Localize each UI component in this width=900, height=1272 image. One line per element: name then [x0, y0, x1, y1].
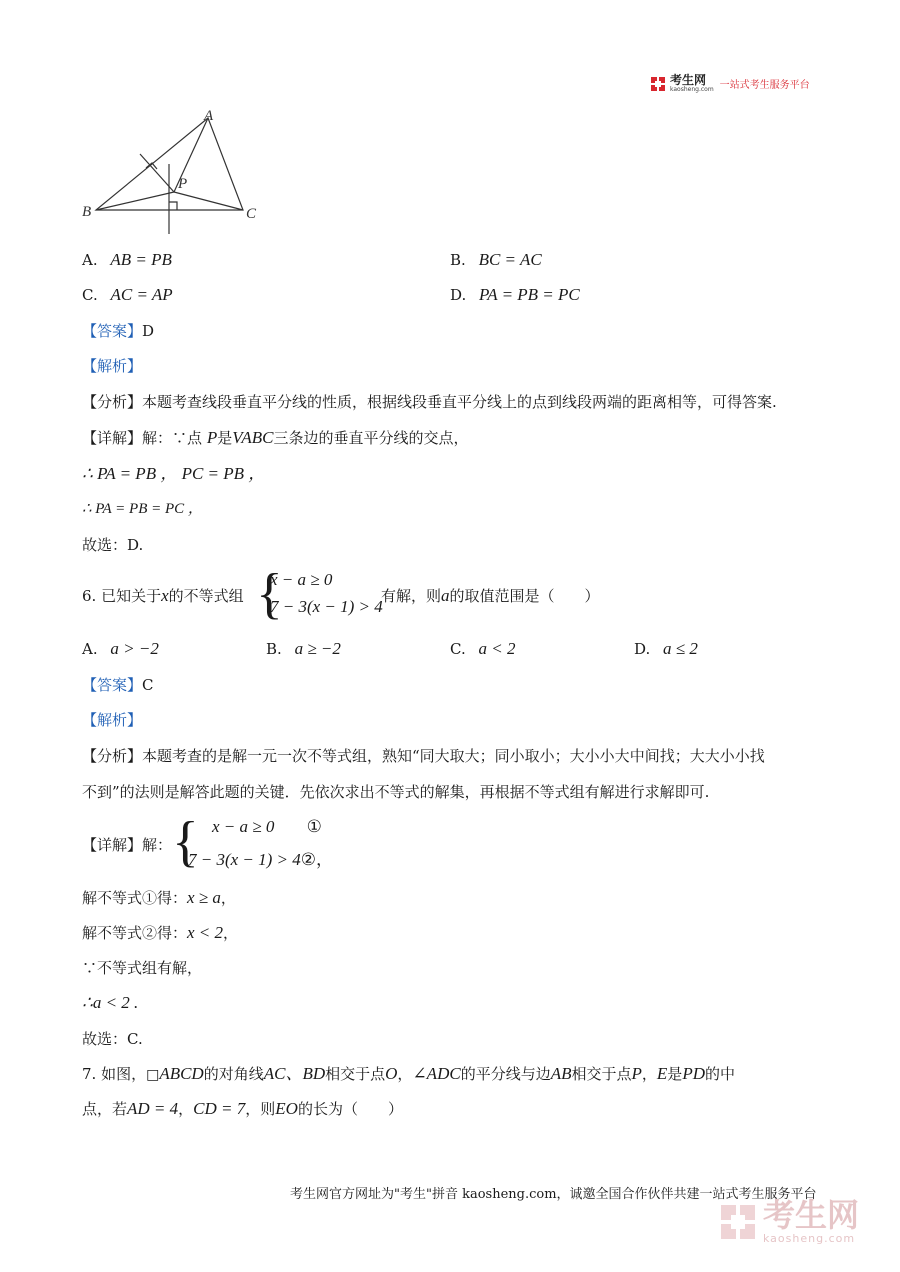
q6-sys1 [212, 817, 322, 837]
stem-text: 是 [667, 1065, 683, 1083]
stem-text: ， [641, 1065, 657, 1083]
math: ∠ADC [412, 1064, 461, 1083]
option-expr: a ≤ 2 [663, 639, 698, 658]
brand-text [670, 74, 714, 93]
q6-ineq1: x − a ≥ 0 [270, 570, 333, 589]
q5-fenxi [82, 391, 777, 413]
sys-ineq: x − a ≥ 0 [212, 817, 275, 836]
q5-answer [82, 320, 154, 342]
stem-text: 6. 已知关于 [82, 587, 162, 605]
math: AB [550, 1064, 572, 1083]
option-letter: C. [450, 640, 466, 658]
stem-text: ，则 [245, 1100, 276, 1118]
brand-domain: kaosheng.com [670, 86, 714, 93]
label-b: B [82, 204, 92, 220]
option-expr: AB = PB [110, 250, 172, 269]
q6-stem-tail [381, 585, 600, 607]
answer-tag: 【答案】 [82, 322, 143, 340]
label-a: A [204, 108, 214, 124]
watermark [719, 1198, 859, 1245]
sol-text: ， [223, 924, 239, 942]
math: O [385, 1064, 398, 1083]
math: CD = 7 [193, 1099, 246, 1118]
option-expr: PA = PB = PC [479, 285, 580, 304]
q7-line1 [82, 1063, 735, 1086]
option-expr: a > −2 [110, 639, 159, 658]
right-angle-mark-bc [169, 202, 177, 210]
fenxi-tag: 【分析】 [82, 393, 143, 411]
xiangjie-text: 是 [217, 429, 233, 447]
q6-since: ∵不等式组有解， [82, 959, 203, 977]
q6-option-c [450, 639, 515, 659]
sol-math: x ≥ a [187, 888, 221, 907]
math: EO [275, 1099, 298, 1118]
q6-ineq2: 7 − 3(x − 1) > 4 [270, 597, 383, 616]
option-expr: BC = AC [478, 250, 542, 269]
watermark-name: 考生网 [763, 1196, 860, 1234]
fenxi-text: 本题考查线段垂直平分线的性质，根据线段垂直平分线上的点到线段两端的距离相等，可得答案. [142, 393, 777, 411]
math-triangle: VABC [232, 428, 274, 447]
q5-step2: ∴ PA = PB = PC ， [82, 501, 203, 517]
stem-text: 的中 [704, 1065, 735, 1083]
q6-fenxi-line2: 不到”的法则是解答此题的关键．先依次求出不等式的解集，再根据不等式组有解进行求解即可. [82, 783, 710, 801]
stem-text: 的不等式组 [168, 587, 244, 605]
parallelogram-icon: □ [146, 1067, 160, 1083]
stem-text: ， [397, 1065, 413, 1083]
option-letter: D. [634, 640, 651, 658]
answer-tag: 【答案】 [82, 676, 143, 694]
math: AD = 4 [127, 1099, 179, 1118]
page-footer: 考生网官方网址为"考生"拼音 kaosheng.com，诚邀全国合作伙伴共建一站式考生服务平台 [290, 1187, 817, 1202]
kaosheng-logo-icon [650, 76, 666, 92]
q6-stem [82, 585, 244, 607]
q6-choose: 故选：C. [82, 1030, 143, 1048]
q6-sys-brace: { [172, 811, 199, 873]
brand-slogan: 一站式考生服务平台 [719, 80, 810, 91]
q6-option-b [266, 639, 341, 659]
option-letter: B. [266, 640, 282, 658]
option-expr: AC = AP [110, 285, 173, 304]
q6-xiangjie [82, 834, 172, 856]
q5-choose: 故选：D. [82, 536, 144, 554]
q7-line2 [82, 1098, 403, 1120]
stem-text: 的取值范围是（ ） [449, 587, 600, 605]
sys-mark: ① [306, 817, 322, 836]
q5-option-d [450, 285, 580, 305]
sol-text: ， [220, 889, 236, 907]
math-x: x [161, 586, 169, 605]
math: ABCD [159, 1064, 204, 1083]
watermark-logo-icon [719, 1203, 757, 1241]
xiangjie-tag: 【详解】 [82, 836, 143, 854]
stem-text: 点，若 [82, 1100, 128, 1118]
q5-option-b [450, 250, 542, 270]
q5-option-c [82, 285, 173, 305]
sol-text: 解不等式①得： [82, 889, 188, 907]
option-letter: B. [450, 251, 466, 269]
option-expr: a ≥ −2 [294, 639, 341, 658]
stem-text: 有解，则 [381, 587, 442, 605]
answer-value: D [142, 322, 155, 340]
xiangjie-text: 解： [142, 836, 173, 854]
stem-text: 的长为（ ） [297, 1100, 403, 1118]
option-letter: C. [82, 286, 98, 304]
option-letter: A. [82, 640, 98, 658]
q6-fenxi-line1 [82, 745, 765, 767]
sol-math: x < 2 [187, 923, 224, 942]
option-letter: A. [82, 251, 98, 269]
fenxi-text: 本题考查的是解一元一次不等式组，熟知“同大取大；同小取小；大小小大中间找；大大小小找 [142, 747, 765, 765]
watermark-domain: kaosheng.com [763, 1232, 856, 1245]
q5-xiangjie [82, 427, 468, 449]
q6-sys2 [188, 845, 333, 870]
label-c: C [246, 206, 257, 222]
math: AC、BD [263, 1064, 326, 1083]
label-p: P [178, 176, 188, 192]
triangle-figure [78, 106, 268, 238]
q6-sol2 [82, 922, 238, 944]
q6-jiexi [82, 709, 142, 731]
q5-option-a [82, 250, 172, 270]
jiexi-tag: 【解析】 [82, 711, 143, 729]
header-brand [650, 74, 810, 93]
brand-name: 考生网 [670, 73, 707, 87]
math-p: P [206, 428, 218, 447]
q6-answer [82, 674, 154, 696]
stem-text: 的平分线与边 [460, 1065, 551, 1083]
stem-text: 相交于点 [571, 1065, 632, 1083]
q6-option-a [82, 639, 159, 659]
q6-brace: { [256, 563, 283, 625]
line-pc [174, 192, 243, 210]
jiexi-tag: 【解析】 [82, 357, 143, 375]
q5-step1: ∴ PA = PB ， PC = PB ， [82, 464, 266, 483]
option-letter: D. [450, 286, 467, 304]
stem-text: 7. 如图， [82, 1065, 147, 1083]
fenxi-tag: 【分析】 [82, 747, 143, 765]
math: E [656, 1064, 668, 1083]
q6-therefore: ∴a < 2 . [82, 993, 139, 1012]
xiangjie-text: 三条边的垂直平分线的交点， [273, 429, 469, 447]
sys-ineq: 7 − 3(x − 1) > 4 [188, 850, 301, 869]
xiangjie-tag: 【详解】 [82, 429, 143, 447]
q5-jiexi [82, 355, 142, 377]
sol-text: 解不等式②得： [82, 924, 188, 942]
watermark-text [763, 1198, 859, 1245]
stem-text: 相交于点 [325, 1065, 386, 1083]
math: P [631, 1064, 642, 1083]
answer-value: C [142, 676, 154, 694]
option-expr: a < 2 [478, 639, 516, 658]
stem-text: 的对角线 [203, 1065, 264, 1083]
q6-option-d [634, 639, 698, 659]
math: PD [682, 1064, 705, 1083]
math-a: a [441, 586, 450, 605]
sys-mark: ② [300, 850, 317, 869]
xiangjie-text: 解：∵点 [142, 429, 203, 447]
stem-text: ， [178, 1100, 194, 1118]
q6-sol1 [82, 887, 236, 909]
sys-end: ， [316, 850, 334, 869]
